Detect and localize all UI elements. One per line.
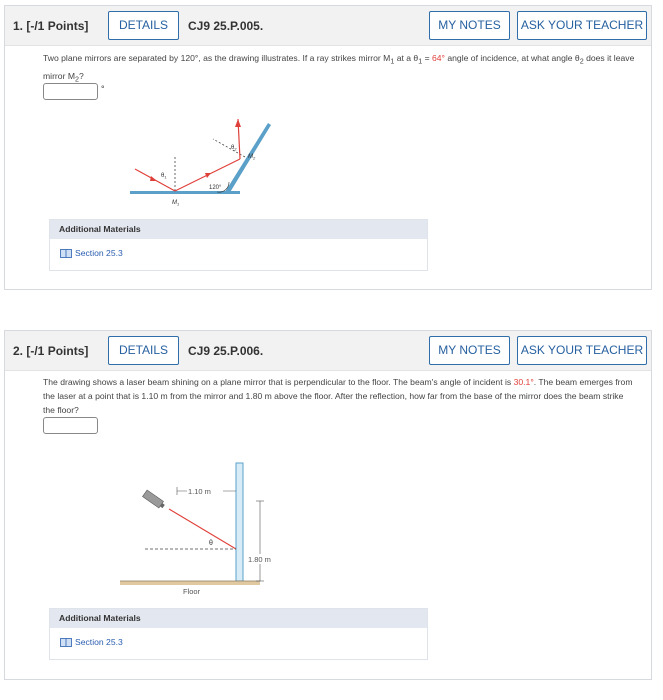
materials-header: Additional Materials (50, 220, 427, 239)
answer-input[interactable] (43, 83, 98, 100)
additional-materials (49, 608, 428, 660)
details-button[interactable]: DETAILS (108, 11, 179, 40)
answer-unit: ° (101, 84, 105, 94)
height-label: 1.80 m (248, 555, 271, 564)
question-header-1 (5, 6, 651, 46)
question-number: 2. [-/1 Points] (13, 344, 89, 358)
details-button[interactable]: DETAILS (108, 336, 179, 365)
vertical-mirror (236, 463, 243, 581)
floor-label: Floor (183, 587, 201, 596)
question-body-2 (5, 371, 651, 679)
m2-label: $M_2$ (248, 154, 256, 161)
my-notes-button[interactable]: MY NOTES (429, 336, 510, 365)
m1-label: $M_1$ (172, 200, 180, 207)
additional-materials (49, 219, 428, 271)
laser-beam (169, 509, 236, 549)
materials-header: Additional Materials (50, 609, 427, 628)
angle-label: 120° (209, 185, 222, 191)
question-card-1 (4, 5, 652, 290)
section-link[interactable] (60, 637, 123, 647)
section-link-text[interactable]: Section 25.3 (75, 637, 123, 647)
question-card-2 (4, 330, 652, 680)
question-header-2 (5, 331, 651, 371)
mirror-diagram (125, 111, 285, 211)
question-code: CJ9 25.P.005. (188, 19, 264, 33)
highlight-value: 30.1° (513, 377, 534, 387)
question-body-1 (5, 46, 651, 290)
laser-diagram (115, 441, 285, 601)
highlight-value: 64° (431, 53, 445, 63)
laser-device (143, 490, 166, 510)
question-code: CJ9 25.P.006. (188, 344, 264, 358)
section-link-text[interactable]: Section 25.3 (75, 248, 123, 258)
theta1-label: $\theta_1$ (161, 173, 167, 180)
theta2-label: $\theta_2$ (231, 145, 237, 152)
book-icon (60, 638, 72, 647)
my-notes-button[interactable]: MY NOTES (429, 11, 510, 40)
book-icon (60, 249, 72, 258)
ask-teacher-button[interactable]: ASK YOUR TEACHER (517, 11, 647, 40)
section-link[interactable] (60, 248, 123, 258)
floor (120, 581, 260, 585)
theta-label: θ (209, 540, 213, 547)
question-number: 1. [-/1 Points] (13, 19, 89, 33)
distance-label: 1.10 m (188, 487, 211, 496)
ask-teacher-button[interactable]: ASK YOUR TEACHER (517, 336, 647, 365)
answer-input[interactable] (43, 417, 98, 434)
question-text: The drawing shows a laser beam shining on a plane mirror that is perpendicular to the floor. The beam's angle of incident is 30.1°. The beam emerges from the laser at a point that is 1.10 m from the mirror and 1.80 m above the floor. After the reflection, how far from the base of the mirror does the beam strike the floor? (43, 377, 633, 415)
question-text: Two plane mirrors are separated by 120°, as the drawing illustrates. If a ray strikes mirror $M_1$ at a $\theta_1 = 64^\circ$ angle of incidence, at what angle $\theta_2$ does it leave mirror $M_2$? (43, 53, 635, 84)
